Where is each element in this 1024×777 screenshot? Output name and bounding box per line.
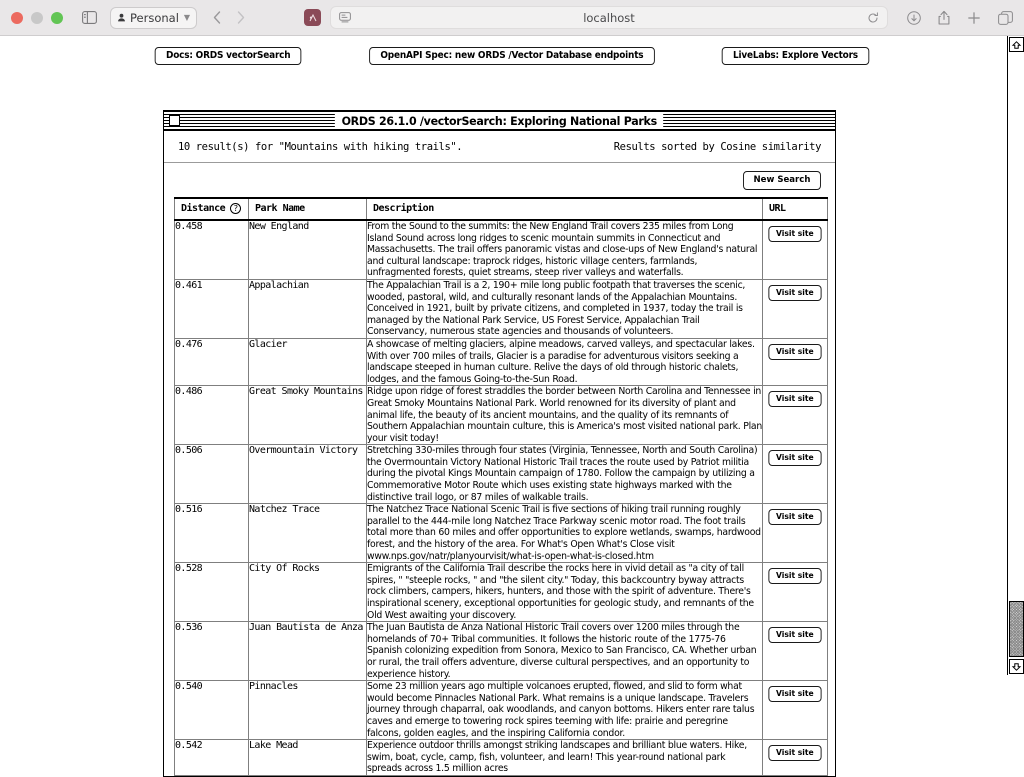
scrollbar-track[interactable] (1009, 53, 1024, 601)
table-row (175, 681, 828, 740)
sort-order-text: Results sorted by Cosine similarity (613, 141, 821, 153)
cell-description: From the Sound to the summits: the New England Trail covers 235 miles from Long Island Sound across long ridges to scenic mountain summits in Connecticut and Massachusetts. The trail offers panoramic vistas and close-ups of New England's natural and cultural landscape: traprock ridges, historic village centers, farmlands, unfragmented forests, quiet streams, steep river valleys and waterfalls. (367, 220, 763, 279)
cell-park-name: Natchez Trace (249, 504, 367, 563)
table-row (175, 386, 828, 445)
toolbar-right-actions (907, 10, 1013, 25)
link-ords-docs[interactable]: Docs: ORDS vectorSearch (155, 47, 302, 65)
cell-park-name: Overmountain Victory (249, 445, 367, 504)
table-row (175, 563, 828, 622)
table-header-row (175, 198, 828, 220)
back-button[interactable] (213, 11, 221, 24)
profile-switcher-button[interactable] (110, 7, 197, 29)
window-title: ORDS 26.1.0 /vectorSearch: Exploring National Parks (335, 114, 664, 128)
window-body (164, 131, 835, 776)
tab-overview-icon[interactable] (998, 11, 1013, 25)
scroll-up-arrow-icon[interactable] (1009, 37, 1024, 52)
cell-url (763, 338, 828, 385)
cell-park-name: Juan Bautista de Anza (249, 622, 367, 681)
results-count-text: 10 result(s) for "Mountains with hiking trails". (178, 141, 463, 153)
cell-description: Emigrants of the California Trail describe the rocks here in vivid detail as "a city of tall spires, " "steeple rocks, " and "the silent city." Today, this backcountry byway attracts rock climbers, campers, hikers, hunters, and those with the spirit of adventure. There's inspirational scenery, exceptional opportunities for geologic study, and remnants of the Old West awaiting your discovery. (367, 563, 763, 622)
minimize-window-button[interactable] (31, 12, 43, 24)
cell-url (763, 681, 828, 740)
column-header-distance[interactable] (175, 198, 249, 220)
cell-url (763, 220, 828, 279)
link-openapi-spec[interactable]: OpenAPI Spec: new ORDS /Vector Database endpoints (369, 47, 655, 65)
table-body (175, 220, 828, 775)
cell-description: The Natchez Trace National Scenic Trail is five sections of hiking trail running roughly parallel to the 444-mile long Natchez Trace Parkway scenic motor road. The foot trails total more than 60 miles and offer opportunities to explore wetlands, swamps, hardwood forest, and the history of the area. For What's Open What's Close visit www.nps.gov/natr/planyourvisit/what-is-open-what-is-closed.htm (367, 504, 761, 562)
scroll-down-arrow-icon[interactable] (1009, 659, 1024, 674)
maximize-window-button[interactable] (51, 12, 63, 24)
cell-description: The Juan Bautista de Anza National Historic Trail covers over 1200 miles through the homelands of 70+ Tribal communities. It follows the historic route of the 1775-76 Spanish colonizing expedition from Sonora, Mexico to San Francisco, CA. Whether urban or rural, the trail offers adventure, diverse cultural perspectives, and an opportunity to experience history. (367, 622, 763, 681)
browser-toolbar (0, 0, 1024, 36)
cell-url (763, 622, 828, 681)
page-content (0, 36, 1024, 775)
profile-label: Personal (130, 10, 179, 25)
table-row (175, 279, 828, 338)
table-row (175, 220, 828, 279)
close-window-button[interactable] (11, 12, 23, 24)
cell-distance: 0.540 (175, 681, 249, 740)
cell-description: Experience outdoor thrills amongst striking landscapes and brilliant blue waters. Hike, swim, boat, cycle, camp, fish, volunteer, and learn! This year-round national park spreads across 1.5 million acres (367, 740, 763, 776)
cell-description: Ridge upon ridge of forest straddles the border between North Carolina and Tennessee in Great Smoky Mountains National Park. World renowned for its diversity of plant and animal life, the beauty of its ancient mountains, and the quality of its remnants of Southern Appalachian mountain culture, this is America's most visited national park. Plan your visit today! (367, 386, 762, 444)
visit-site-button[interactable]: Visit site (769, 627, 822, 643)
results-table (174, 197, 828, 776)
visit-site-button[interactable]: Visit site (769, 344, 822, 360)
cell-url (763, 740, 828, 776)
cell-park-name: Glacier (249, 338, 367, 385)
cell-park-name: Appalachian (249, 279, 367, 338)
visit-site-button[interactable]: Visit site (769, 450, 822, 466)
url-input[interactable] (330, 6, 888, 29)
visit-site-button[interactable]: Visit site (769, 745, 822, 761)
cell-park-name: Great Smoky Mountains (249, 386, 367, 445)
cell-url (763, 445, 828, 504)
cell-park-name: New England (249, 220, 367, 279)
link-livelabs[interactable]: LiveLabs: Explore Vectors (721, 47, 869, 65)
summary-bar (164, 131, 835, 163)
cell-park-name: Lake Mead (249, 740, 367, 776)
chevron-down-icon: ▼ (183, 13, 191, 22)
cell-distance: 0.461 (175, 279, 249, 338)
cell-url (763, 504, 828, 563)
new-search-row (164, 163, 835, 197)
table-header (175, 198, 828, 220)
table-row (175, 504, 828, 563)
reader-view-icon[interactable] (339, 12, 351, 23)
close-box-icon[interactable] (169, 115, 180, 126)
cell-distance: 0.506 (175, 445, 249, 504)
plus-icon[interactable] (967, 11, 981, 25)
cell-distance: 0.486 (175, 386, 249, 445)
person-icon (117, 13, 126, 22)
top-link-bar (0, 36, 1024, 65)
column-header-park-name[interactable]: Park Name (249, 198, 367, 220)
visit-site-button[interactable]: Visit site (769, 226, 822, 242)
site-favicon-icon (304, 9, 321, 26)
cell-url (763, 386, 828, 445)
cell-description: The Appalachian Trail is a 2, 190+ mile long public footpath that traverses the scenic, wooded, pastoral, wild, and culturally resonant lands of the Appalachian Mountains. Conceived in 1921, built by private citizens, and completed in 1937, today the trail is managed by the National Park Service, US Forest Service, Appalachian Trail Conservancy, numerous state agencies and thousands of volunteers. (367, 279, 763, 338)
cell-url (763, 563, 828, 622)
table-row (175, 445, 828, 504)
visit-site-button[interactable]: Visit site (769, 686, 822, 702)
reload-icon[interactable] (867, 12, 879, 24)
sidebar-icon[interactable] (82, 11, 97, 24)
cell-distance: 0.536 (175, 622, 249, 681)
visit-site-button[interactable]: Visit site (769, 568, 822, 584)
results-window (163, 110, 836, 777)
url-text: localhost (583, 10, 635, 25)
column-header-distance-label: Distance (181, 203, 226, 214)
table-row (175, 740, 828, 776)
visit-site-button[interactable]: Visit site (769, 391, 822, 407)
address-bar[interactable] (304, 6, 888, 29)
download-icon[interactable] (907, 11, 921, 25)
window-titlebar (164, 111, 835, 131)
new-search-button[interactable]: New Search (743, 171, 821, 190)
table-row (175, 622, 828, 681)
help-icon[interactable]: ? (230, 203, 241, 214)
scrollbar-thumb[interactable] (1009, 601, 1024, 657)
share-icon[interactable] (938, 10, 950, 25)
vertical-scrollbar[interactable] (1007, 36, 1024, 675)
forward-button[interactable] (237, 11, 245, 24)
column-header-description[interactable]: Description (367, 198, 763, 220)
cell-url (763, 279, 828, 338)
visit-site-button[interactable]: Visit site (769, 285, 822, 301)
visit-site-button[interactable]: Visit site (769, 509, 822, 525)
cell-distance: 0.458 (175, 220, 249, 279)
cell-distance: 0.516 (175, 504, 249, 563)
cell-distance: 0.476 (175, 338, 249, 385)
column-header-url[interactable]: URL (763, 198, 828, 220)
window-traffic-lights (11, 12, 63, 24)
cell-park-name: City Of Rocks (249, 563, 367, 622)
cell-park-name: Pinnacles (249, 681, 367, 740)
cell-description: Stretching 330-miles through four states (Virginia, Tennessee, North and South Carolina) the Overmountain Victory National Historic Trail traces the route used by Patriot militia during the pivotal Kings Mountain campaign of 1780. Follow the campaign by utilizing a Commemorative Motor Route which uses existing state highways marked with the distinctive trail logo, or 87 miles of walkable trails. (367, 445, 763, 504)
cell-distance: 0.542 (175, 740, 249, 776)
cell-description: Some 23 million years ago multiple volcanoes erupted, flowed, and slid to form what would become Pinnacles National Park. What remains is a unique landscape. Travelers journey through chaparral, oak woodlands, and canyon bottoms. Hikers enter rare talus caves and emerge to towering rock spires teeming with life: prairie and peregrine falcons, golden eagles, and the inspiring California condor. (367, 681, 763, 740)
cell-distance: 0.528 (175, 563, 249, 622)
table-row (175, 338, 828, 385)
cell-description: A showcase of melting glaciers, alpine meadows, carved valleys, and spectacular lakes. With over 700 miles of trails, Glacier is a paradise for adventurous visitors seeking a landscape steeped in human culture. Relive the days of old through historic chalets, lodges, and the famous Going-to-the-Sun Road. (367, 338, 763, 385)
